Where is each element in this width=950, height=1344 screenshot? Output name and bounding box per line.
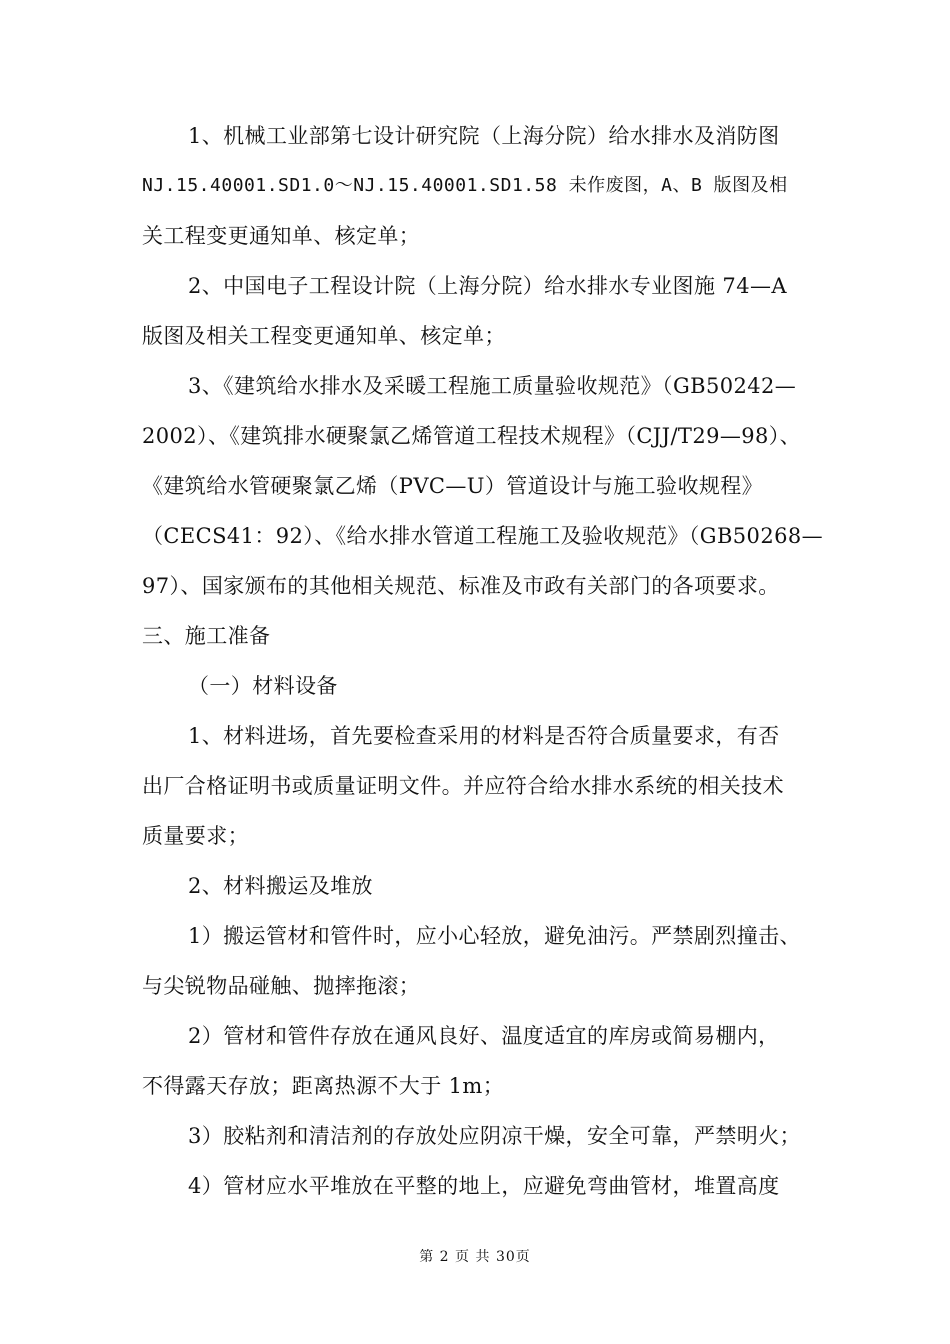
paragraph-line: 版图及相关工程变更通知单、核定单； [142,324,506,348]
page-number-footer: 第 2 页 共 30页 [419,1249,531,1265]
paragraph-line: 不得露天存放；距离热源不大于 1m； [142,1074,505,1098]
section-heading: 三、施工准备 [142,624,271,648]
paragraph-line: 出厂合格证明书或质量证明文件。并应符合给水排水系统的相关技术 [142,774,784,798]
paragraph-line: 97）、国家颁布的其他相关规范、标准及市政有关部门的各项要求。 [142,574,780,598]
paragraph-line: 3）胶粘剂和清洁剂的存放处应阴凉干燥，安全可靠，严禁明火； [188,1124,801,1148]
paragraph-line: 2002）、《建筑排水硬聚氯乙烯管道工程技术规程》（CJJ/T29—98）、 [142,424,802,448]
paragraph-line: 3、《建筑给水排水及采暖工程施工质量验收规范》（GB50242— [188,374,797,398]
paragraph-line: 2）管材和管件存放在通风良好、温度适宜的库房或简易棚内， [188,1024,780,1048]
paragraph-line: 质量要求； [142,824,249,848]
paragraph-line: （CECS41：92）、《给水排水管道工程施工及验收规范》（GB50268— [142,524,824,548]
paragraph-line: 1）搬运管材和管件时，应小心轻放，避免油污。严禁剧烈撞击、 [188,924,801,948]
paragraph-line: 2、中国电子工程设计院（上海分院）给水排水专业图施 74—A [188,274,787,298]
paragraph-line: NJ.15.40001.SD1.0～NJ.15.40001.SD1.58 未作废图，A、B 版图及相 [142,175,788,196]
paragraph-line: 2、材料搬运及堆放 [188,874,373,898]
paragraph-line: 1、材料进场，首先要检查采用的材料是否符合质量要求，有否 [188,724,780,748]
paragraph-line: 《建筑给水管硬聚氯乙烯（PVC—U）管道设计与施工验收规程》 [142,474,764,498]
paragraph-line: 与尖锐物品碰触、抛摔拖滚； [142,974,421,998]
paragraph-line: 1、机械工业部第七设计研究院（上海分院）给水排水及消防图 [188,124,780,148]
paragraph-line: 关工程变更通知单、核定单； [142,224,421,248]
subsection-heading: （一）材料设备 [188,674,338,698]
paragraph-line: 4）管材应水平堆放在平整的地上，应避免弯曲管材，堆置高度 [188,1174,780,1198]
